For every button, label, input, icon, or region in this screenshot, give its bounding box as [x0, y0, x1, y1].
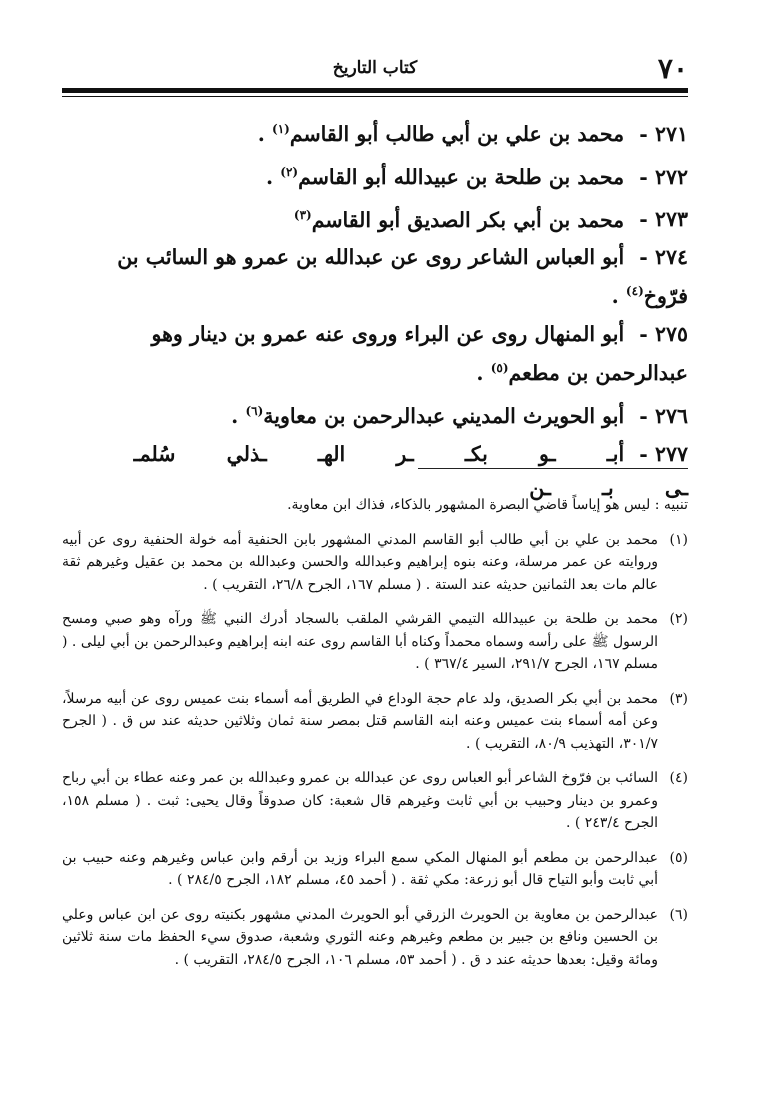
entry-number: ٢٧٤ - [639, 245, 688, 270]
entry-272 [62, 155, 688, 194]
footnote-text: السائب بن فرّوخ الشاعر أبو العباس روى عن عبدالله بن عمرو وعبدالله بن عمر وعنه عطاء بن أبي رباح وعمرو بن دينار وحبيب بن أبي ثابت وغيرهم قال شعبة: كان صدوقاً وقال يحيى: ثبت . ( مسلم ١٥٨، الجرح ٢٤٣/٤ ) . [62, 770, 658, 831]
footnote-ref[interactable]: (٦) [245, 404, 264, 419]
entry-text: أبو المنهال روى عن البراء وروى عنه عمرو بن دينار وهو عبدالرحمن بن مطعم [151, 322, 688, 386]
entry-271 [62, 112, 688, 151]
book-title: كتاب التاريخ [332, 58, 418, 78]
tanbih-note: تنبيه : ليس هو إياساً قاضي البصرة المشهور بالذكاء، فذاك ابن معاوية. [287, 497, 688, 513]
entry-end: . [265, 164, 274, 189]
footnotes [62, 494, 688, 983]
footnote-number: (٣) [669, 690, 688, 707]
footnote-number: (٥) [669, 849, 688, 866]
entry-number: ٢٧٦ - [639, 403, 688, 428]
footnote-text: محمد بن طلحة بن عبيدالله التيمي القرشي الملقب بالسجاد أدرك النبي ﷺ ورآه وهو صبي ومسح الرسول ﷺ على رأسه وسماه محمداً وكناه أبا القاسم روى عنه ابنه إبراهيم وعبدالرحمن بن أبي ليلى . ( مسلم ١٦٧، الجرح ٢٩١/٧، السير ٣٦٧/٤ ) . [62, 611, 658, 672]
footnote-text: محمد بن أبي بكر الصديق، ولد عام حجة الوداع في الطريق أمه أسماء بنت عميس روى عن أبيه مرسلاً، وعن أمه أسماء بنت عميس وعنه ابنه القاسم قتل بمصر سنة ثمان وثلاثين حديثه عند س ق . ( الجرح ٣٠١/٧، التهذيب ٨٠/٩، التقريب ) . [62, 690, 658, 752]
footnote-1 [62, 529, 688, 597]
page-number: ٧٠ [657, 52, 688, 85]
footnote-number: (١) [669, 531, 688, 548]
entry-text: أبـ ـو بكـ ـر الهـ ـذلي سُلمـ ـى بـ ـن [133, 441, 688, 500]
footnote-separator [418, 468, 688, 469]
entries-list [62, 112, 688, 509]
entry-274 [62, 240, 688, 313]
footnote-6 [62, 904, 688, 972]
entry-end: . [476, 361, 484, 386]
footnote-3 [62, 688, 688, 756]
footnote-ref[interactable]: (٢) [280, 164, 299, 179]
footnote-text: عبدالرحمن بن مطعم أبو المنهال المكي سمع البراء وزيد بن أرقم وابن عباس وغيرهم وعنه حبيب بن أبي ثابت وأبو التياح قال أبو زرعة: مكي ثقة . ( أحمد ٤٥، مسلم ١٨٢، الجرح ٢٨٤/٥ ) . [62, 849, 658, 888]
entry-number: ٢٧٧ - [639, 441, 688, 466]
entry-text: محمد بن أبي بكر الصديق أبو القاسم [311, 207, 625, 232]
header-rule-thin [62, 96, 688, 97]
entry-number: ٢٧٢ - [639, 164, 688, 189]
entry-text: محمد بن علي بن أبي طالب أبو القاسم [289, 121, 625, 146]
footnote-5 [62, 847, 688, 892]
page-header [62, 50, 688, 90]
entry-end: . [257, 121, 265, 146]
footnote-ref[interactable]: (٤) [625, 284, 644, 299]
footnote-ref[interactable]: (٥) [490, 361, 509, 376]
entry-end: . [611, 284, 619, 309]
footnote-number: (٤) [669, 770, 688, 786]
footnote-2 [62, 608, 688, 676]
footnote-4 [62, 767, 688, 835]
entry-number: ٢٧١ - [639, 121, 688, 146]
book-page [62, 50, 688, 968]
entry-text: أبو العباس الشاعر روى عن عبدالله بن عمرو هو السائب بن فرّوخ [117, 245, 688, 309]
entry-number: ٢٧٣ - [639, 207, 688, 232]
entry-273 [62, 198, 688, 237]
footnote-number: (٢) [669, 611, 688, 627]
entry-275 [62, 317, 688, 390]
entry-276 [62, 394, 688, 433]
entry-text: محمد بن طلحة بن عبيدالله أبو القاسم [298, 164, 625, 189]
footnote-ref[interactable]: (٣) [293, 207, 312, 222]
header-rule-thick [62, 88, 688, 93]
entry-number: ٢٧٥ - [639, 322, 688, 347]
entry-end: . [231, 403, 239, 428]
footnote-ref[interactable]: (١) [272, 122, 290, 136]
entry-text: أبو الحويرث المديني عبدالرحمن بن معاوية [263, 403, 625, 428]
footnote-text: محمد بن علي بن أبي طالب أبو القاسم المدني المشهور بابن الحنفية أمه خولة الحنفية روى عن أبيه وروايته عن عمر مرسلة، وعنه بنوه إبراهيم وعبدالله والحسن وعبدالله بن محمد بن عقيل وغيرهم ثقة عالم مات بعد الثمانين حديثه عند الستة . ( مسلم ١٦٧، الجرح ٢٦/٨، التقريب ) . [62, 531, 658, 593]
footnote-text: عبدالرحمن بن معاوية بن الحويرث الزرقي أبو الحويرث المدني مشهور بكنيته روى عن ابن عباس وعلي بن الحسين ونافع بن جبير بن مطعم وغيرهم وعنه الثوري وشعبة، صدوق سيء الحفظ مات سنة ثلاثين ومائة وقيل: بعدها حديثه عند د ق . ( أحمد ٥٣، مسلم ١٠٦، الجرح ٢٨٤/٥، التقريب ) . [62, 906, 658, 968]
footnote-number: (٦) [669, 906, 688, 923]
